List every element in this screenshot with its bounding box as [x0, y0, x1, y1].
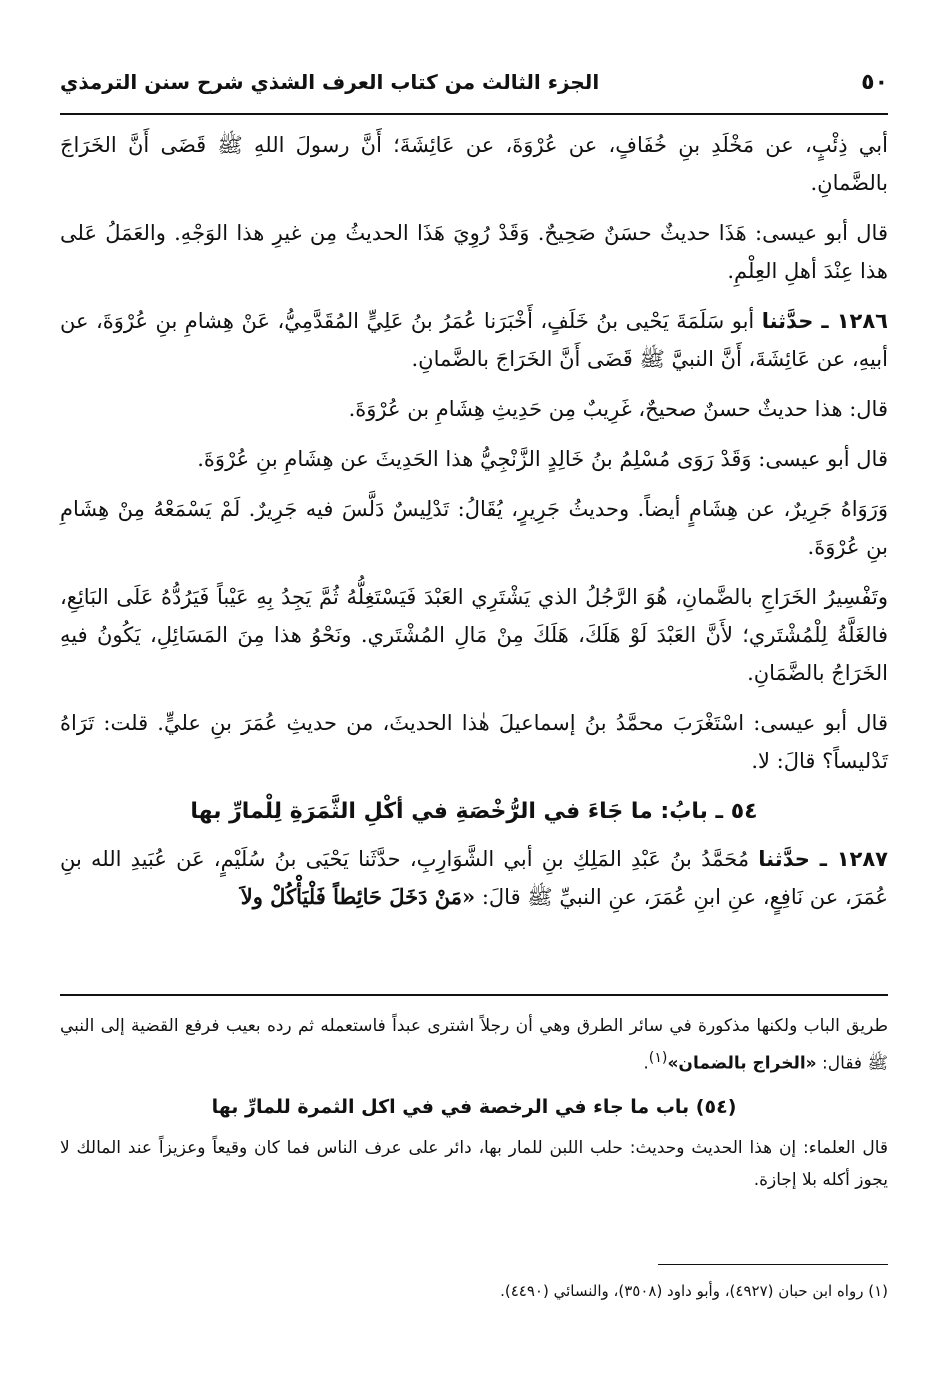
header-divider [60, 113, 888, 115]
paragraph-abu-isa-comment [60, 214, 888, 290]
page-number: ٥٠ [861, 69, 888, 95]
paragraph-text: أبي ذِئْبٍ، عن مَخْلَدِ بنِ خُفَافٍ، عن عُرْوَةَ، عن عَائِشَةَ؛ أَنَّ رسولَ اللهِ ﷺ قَضَى أَنَّ الخَرَاجَ بالضَّمانِ. [60, 133, 888, 195]
commentary-text-end: . [643, 1053, 649, 1074]
paragraph-explanation [60, 578, 888, 692]
paragraph-text: أبو سَلَمَةَ يَحْيى بنُ خَلَفٍ، أَخْبَرَنا عُمَرُ بنُ عَلِيٍّ المُقَدَّمِيُّ، عَنْ هِشامِ بنِ عُرْوَةَ، عن أبيهِ، عن عَائِشَةَ، أَنَّ النبيَّ ﷺ قَضَى أَنَّ الخَرَاجَ بالضَّمانِ. [60, 309, 888, 371]
page-header [60, 62, 888, 102]
commentary-quote: «الخراج بالضمان» [667, 1053, 817, 1074]
paragraph-jarir [60, 490, 888, 566]
hadith-number-lead: ١٢٨٧ ـ حدَّثنا [758, 847, 888, 871]
commentary-paragraph [60, 1132, 888, 1196]
hadith-1286 [60, 302, 888, 378]
paragraph-hadith-chain-end [60, 126, 888, 202]
paragraph-text: وتَفْسِيرُ الخَرَاجِ بالضَّمانِ، هُوَ الرَّجُلُ الذي يَشْتَرِي العَبْدَ فَيَسْتَغِلُّهُ ثُمَّ يَجِدُ بِهِ عَيْباً فَيَرُدُّهُ عَلَى البَائِعِ، فالغَلَّةُ لِلْمُشْتَري؛ لأَنَّ العَبْدَ لَوْ هَلَكَ، هَلَكَ مِنْ مَالِ المُشْتَري. ونَحْوُ هذا مِنَ المَسَائِلِ، يَكُونُ فيهِ الخَرَاجُ بالضَّمَانِ. [60, 585, 888, 685]
chapter-heading: ٥٤ ـ بابُ: ما جَاءَ في الرُّخْصَةِ في أكْلِ الثَّمَرَةِ لِلْمارِّ بها [190, 799, 758, 824]
commentary-heading: (٥٤) باب ما جاء في الرخصة في في اكل الثمرة للمارِّ بها [211, 1095, 737, 1118]
paragraph-text: قال: هذا حديثٌ حسنٌ صحيحٌ، غَرِيبٌ مِن حَدِيثِ هِشَامِ بن عُرْوَةَ. [348, 397, 888, 421]
commentary-text: قال العلماء: إن هذا الحديث وحديث: حلب اللبن للمار بها، دائر على عرف الناس فما كان وقيعاً وعزيزاً عند المالك لا يجوز أكله بلا إجازة. [60, 1137, 888, 1190]
hadith-1287 [60, 840, 888, 916]
paragraph-text: مُحَمَّدُ بنُ عَبْدِ المَلِكِ بنِ أبي الشَّوَارِبِ، حدَّثَنا يَحْيَى بنُ سُلَيْمٍ، عَن عُبَيدِ الله بنِ عُمَرَ، عن نَافِعٍ، عنِ ابنِ عُمَرَ، عنِ النبيِّ ﷺ قالَ: [60, 847, 888, 909]
paragraph-text: قال أبو عيسى: وَقَدْ رَوَى مُسْلِمُ بنُ خَالِدٍ الزَّنْجِيُّ هذا الحَدِيثَ عن هِشَامِ بنِ عُرْوَةَ. [197, 447, 888, 471]
commentary-text: طريق الباب ولكنها مذكورة في سائر الطرق وهي أن رجلاً اشترى عبداً فاستعمله ثم رده بعيب فرفع القضية إلى النبي ﷺ فقال: [60, 1016, 888, 1074]
commentary-section [60, 1010, 888, 1206]
paragraph-grading [60, 390, 888, 428]
paragraph-text: قال أبو عيسى: اسْتَغْرَبَ محمَّدُ بنُ إسماعيلَ هٰذا الحديثَ، من حديثِ عُمَرَ بنِ عليٍّ. قلت: تَرَاهُ تَدْليساً؟ قالَ: لا. [60, 711, 888, 773]
running-title: الجزء الثالث من كتاب العرف الشذي شرح سنن الترمذي [60, 70, 600, 94]
commentary-paragraph [60, 1010, 888, 1080]
paragraph-text: وَرَوَاهُ جَرِيرٌ، عن هِشَامٍ أيضاً. وحديثُ جَرِيرٍ، يُقَالُ: تَدْلِيسٌ دَلَّسَ فيه جَرِيرٌ. لَمْ يَسْمَعْهُ مِنْ هِشَامِ بنِ عُرْوَةَ. [60, 497, 888, 559]
commentary-divider [60, 994, 888, 996]
paragraph-muslim-ibn-khalid [60, 440, 888, 478]
footnote: (١) رواه ابن حبان (٤٩٢٧)، وأبو داود (٣٥٠٨)، والنسائي (٤٤٩٠). [500, 1282, 888, 1300]
footnote-divider [658, 1264, 888, 1265]
footnote-reference: (١) [648, 1050, 668, 1066]
prophetic-quote: «مَنْ دَخَلَ حَائِطاً فَلْيَأْكُلْ ولاَ [240, 884, 476, 909]
main-text [60, 126, 888, 928]
paragraph-bukhari-opinion [60, 704, 888, 780]
hadith-number-lead: ١٢٨٦ ـ حدَّثنا [761, 309, 888, 333]
paragraph-text: قال أبو عيسى: هَذَا حديثٌ حسَنٌ صَحِيحٌ. وَقَدْ رُوِيَ هَذَا الحديثُ مِن غيرِ هذا الوَجْهِ. والعَمَلُ عَلى هذا عِنْدَ أهلِ العِلْمِ. [60, 221, 888, 283]
